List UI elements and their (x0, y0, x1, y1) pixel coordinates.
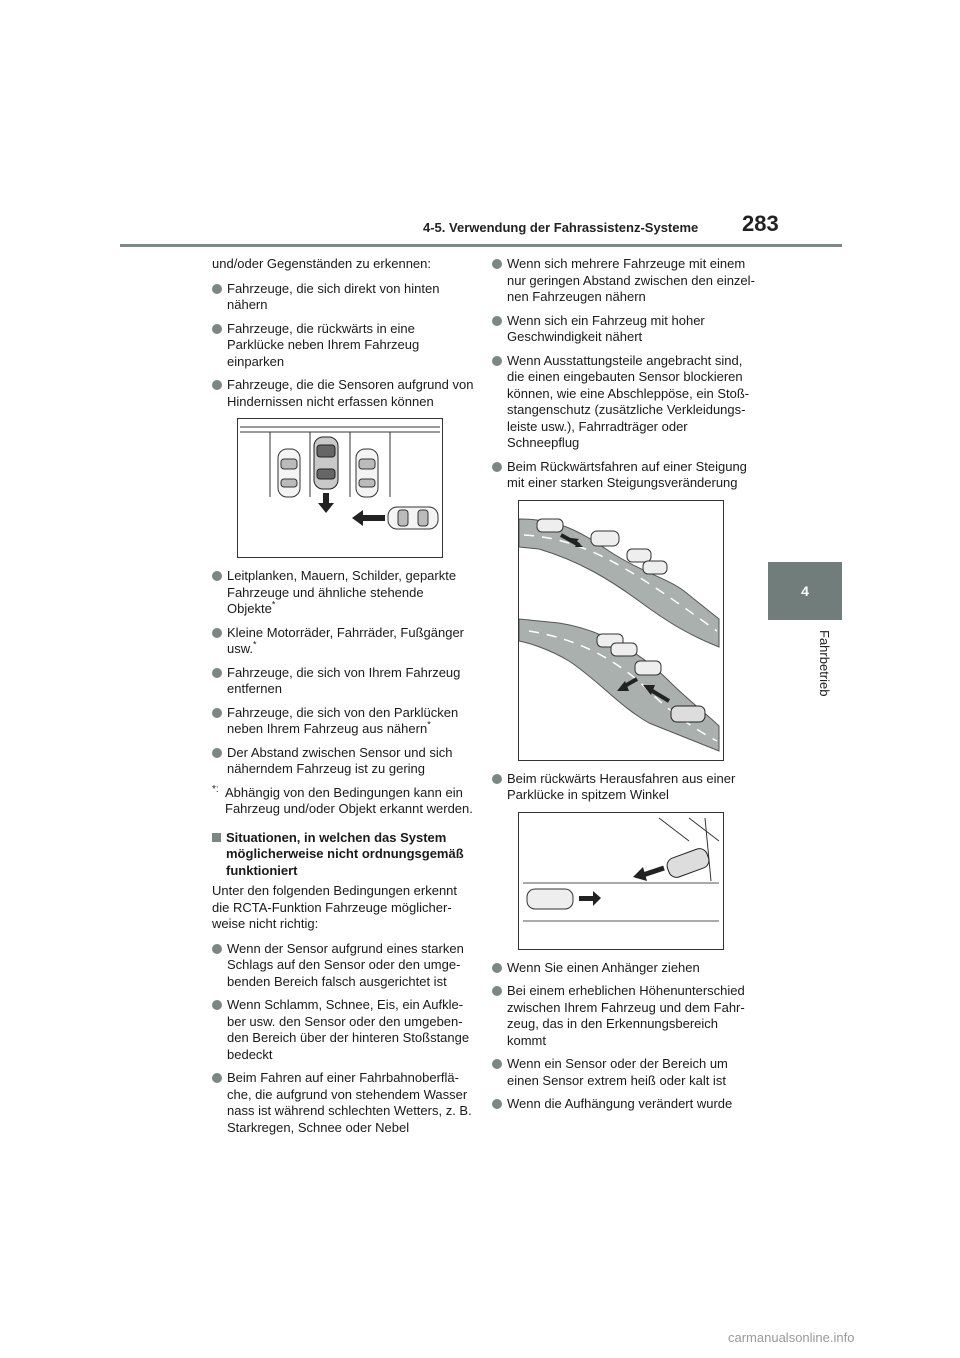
list-item: Fahrzeuge, die sich von Ihrem Fahrzeug entfernen (212, 665, 474, 698)
footnote-text: Abhängig von den Bedingungen kann ein Fahrzeug und/oder Objekt erkannt werden. (225, 784, 473, 816)
list-item: Fahrzeuge, die sich direkt von hinten nähern (212, 281, 474, 314)
car-icon (537, 519, 563, 532)
list-item: Wenn sich ein Fahrzeug mit hoher Geschwindigkeit nähert (492, 313, 760, 346)
own-car-icon (665, 846, 711, 879)
list-item: Kleine Motorräder, Fahrräder, Fußgänger usw.* (212, 625, 474, 658)
list-item: Wenn Ausstattungsteile angebracht sind, die einen eingebauten Sensor blockieren können, wie eine Abschleppöse, ein Stoßstangenschutz (zusätzliche Verkleidungsleiste usw.), Fahrradträger oder Schneepflug (492, 353, 760, 452)
footnote (212, 785, 474, 818)
header-rule (120, 244, 842, 247)
slope-illustration (518, 500, 724, 761)
arrow-right-icon (579, 891, 601, 906)
list-item: Wenn ein Sensor oder der Bereich um einen Sensor extrem heiß oder kalt ist (492, 1056, 760, 1089)
page-number: 283 (742, 211, 779, 236)
chapter-tab[interactable] (768, 562, 842, 620)
parking-lot-illustration (237, 418, 443, 558)
list-item: Fahrzeuge, die rückwärts in eine Parklücke neben Ihrem Fahrzeug einparken (212, 321, 474, 371)
footnote-mark: *: (212, 783, 219, 795)
list-item: Wenn Sie einen Anhänger ziehen (492, 960, 760, 977)
own-car-icon (671, 706, 705, 722)
right-column (492, 256, 760, 1120)
section-intro: Unter den folgenden Bedingungen erkennt die RCTA-Funktion Fahrzeuge möglicherweise nicht richtig: (212, 883, 458, 931)
chapter-number: 4 (801, 582, 809, 599)
list-item: Fahrzeuge, die die Sensoren aufgrund von Hindernissen nicht erfassen können (212, 377, 474, 410)
car-icon (356, 449, 378, 497)
arrow-left-icon (633, 867, 664, 881)
intro-text: und/oder Gegenständen zu erkennen: (212, 256, 432, 271)
list-item: Wenn sich mehrere Fahrzeuge mit einem nur geringen Abstand zwischen den einzelnen Fahrzeugen nähern (492, 256, 760, 306)
watermark: carmanualsonline.info (728, 1330, 855, 1345)
section-heading: Situationen, in welchen das System möglicherweise nicht ordnungsgemäß funktioniert (212, 830, 474, 880)
list-item: Beim Fahren auf einer Fahrbahnoberfläche, die aufgrund von stehendem Wasser nass ist während schlechten Wetters, z. B. Starkregen, Schnee oder Nebel (212, 1070, 474, 1136)
car-icon (627, 549, 651, 562)
list-item: Beim Rückwärtsfahren auf einer Steigung mit einer starken Steigungsveränderung (492, 459, 760, 492)
list-item: Wenn Schlamm, Schnee, Eis, ein Aufkleber usw. den Sensor oder den umgebenden Bereich über der hinteren Stoßstange bedeckt (212, 997, 474, 1063)
list-item: Beim rückwärts Herausfahren aus einer Parklücke in spitzem Winkel (492, 771, 760, 804)
list-item: Der Abstand zwischen Sensor und sich näherndem Fahrzeug ist zu gering (212, 745, 474, 778)
list-item: Fahrzeuge, die sich von den Parklücken neben Ihrem Fahrzeug aus nähern* (212, 705, 474, 738)
angled-parking-illustration (518, 812, 724, 950)
header-title: 4-5. Verwendung der Fahrassistenz-Systeme (423, 220, 699, 235)
own-car-icon (314, 437, 338, 489)
arrow-down-icon (318, 493, 334, 513)
arrow-left-icon (352, 510, 385, 526)
car-icon (635, 661, 661, 675)
car-icon (591, 531, 619, 546)
chapter-label: Fahrbetrieb (817, 630, 832, 697)
car-icon (527, 889, 573, 909)
list-item: Wenn die Aufhängung verändert wurde (492, 1096, 760, 1113)
approaching-car-icon (388, 507, 438, 529)
car-icon (643, 561, 667, 574)
left-column (212, 256, 474, 1143)
car-icon (278, 449, 300, 497)
list-item: Bei einem erheblichen Höhenunterschied zwischen Ihrem Fahrzeug und dem Fahrzeug, das in den Erkennungsbereich kommt (492, 983, 760, 1049)
car-icon (611, 643, 637, 656)
list-item: Wenn der Sensor aufgrund eines starken Schlags auf den Sensor oder den umgebenden Bereich falsch ausgerichtet ist (212, 941, 474, 991)
list-item: Leitplanken, Mauern, Schilder, geparkte Fahrzeuge und ähnliche stehende Objekte* (212, 568, 474, 618)
